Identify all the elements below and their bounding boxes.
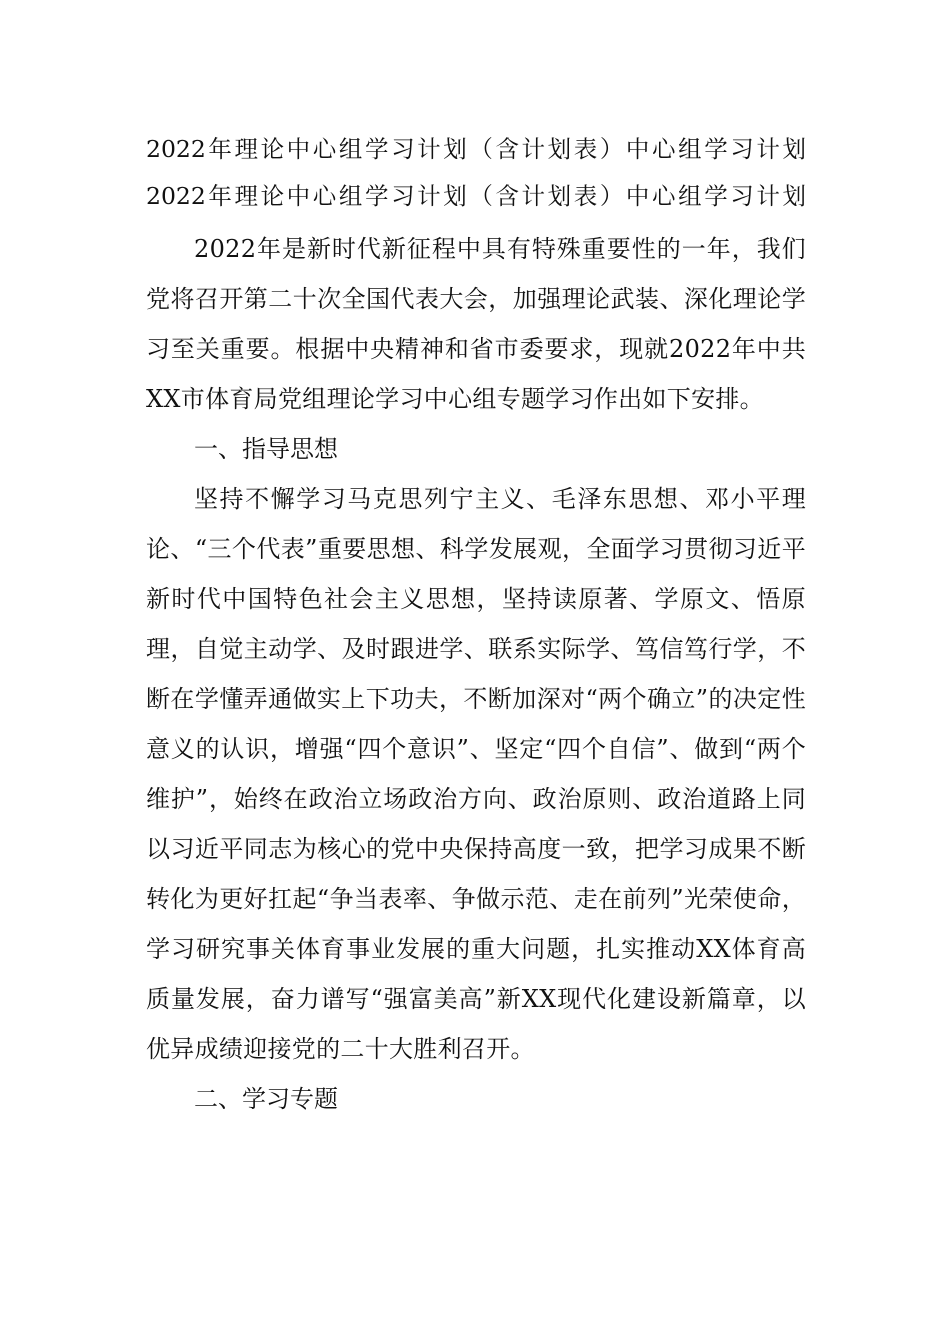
document-body (146, 126, 806, 1124)
guiding-ideology-paragraph: 坚持不懈学习马克思列宁主义、毛泽东思想、邓小平理论、“三个代表”重要思想、科学发展观，全面学习贯彻习近平新时代中国特色社会主义思想，坚持读原著、学原文、悟原理，自觉主动学、及时跟进学、联系实际学、笃信笃行学，不断在学懂弄通做实上下功夫，不断加深对“两个确立”的决定性意义的认识，增强“四个意识”、坚定“四个自信”、做到“两个维护”，始终在政治立场政治方向、政治原则、政治道路上同以习近平同志为核心的党中央保持高度一致，把学习成果不断转化为更好扛起“争当表率、争做示范、走在前列”光荣使命，学习研究事关体育事业发展的重大问题，扎实推动XX体育高质量发展，奋力谱写“强富美高”新XX现代化建设新篇章，以优异成绩迎接党的二十大胜利召开。 (146, 485, 806, 1063)
document-title-line-2: 2022年理论中心组学习计划（含计划表）中心组学习计划 (146, 182, 806, 210)
document-title-line-1: 2022年理论中心组学习计划（含计划表）中心组学习计划 (146, 135, 806, 163)
intro-paragraph: 2022年是新时代新征程中具有特殊重要性的一年，我们党将召开第二十次全国代表大会，加强理论武装、深化理论学习至关重要。根据中央精神和省市委要求，现就2022年中共XX市体育局党组理论学习中心组专题学习作出如下安排。 (146, 235, 806, 413)
section-heading-guiding-ideology: 一、指导思想 (194, 435, 338, 463)
section-heading-study-topics: 二、学习专题 (194, 1085, 338, 1113)
